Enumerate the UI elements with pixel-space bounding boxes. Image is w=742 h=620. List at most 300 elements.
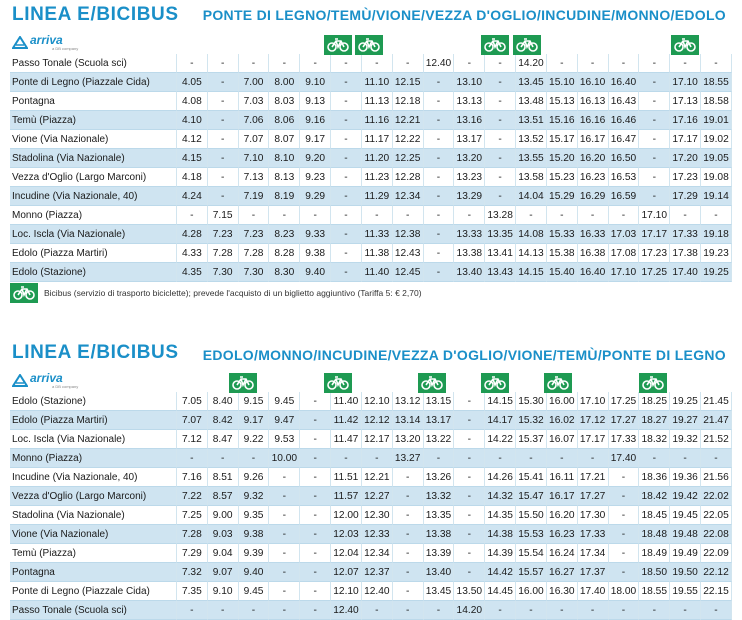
departure-time: 17.34 bbox=[578, 544, 609, 563]
departure-time: 18.45 bbox=[639, 506, 670, 525]
departure-time: - bbox=[331, 92, 362, 111]
departure-time: - bbox=[424, 130, 455, 149]
departure-time: 21.47 bbox=[701, 411, 732, 430]
departure-time: 9.45 bbox=[239, 582, 270, 601]
departure-time: 22.08 bbox=[701, 525, 732, 544]
section-header bbox=[10, 342, 732, 392]
departure-time: 15.37 bbox=[516, 430, 547, 449]
departure-time: 19.50 bbox=[670, 563, 701, 582]
departure-time: 12.03 bbox=[331, 525, 362, 544]
departure-time: - bbox=[609, 525, 640, 544]
departure-time: - bbox=[331, 149, 362, 168]
departure-time: - bbox=[547, 449, 578, 468]
departure-time: 22.12 bbox=[701, 563, 732, 582]
departure-time: - bbox=[208, 149, 239, 168]
station-name: Edolo (Stazione) bbox=[10, 263, 177, 282]
departure-time: 12.30 bbox=[362, 506, 393, 525]
table-row bbox=[10, 411, 732, 430]
station-name: Temù (Piazza) bbox=[10, 544, 177, 563]
logo-sub: a DB company bbox=[52, 46, 79, 51]
station-name: Edolo (Piazza Martiri) bbox=[10, 244, 177, 263]
departure-time: 16.23 bbox=[578, 168, 609, 187]
departure-time: 15.40 bbox=[547, 263, 578, 282]
departure-time: 14.39 bbox=[485, 544, 516, 563]
departure-time: 7.23 bbox=[208, 225, 239, 244]
departure-time: 8.07 bbox=[269, 130, 300, 149]
departure-time: 13.22 bbox=[424, 430, 455, 449]
departure-time: 12.10 bbox=[362, 392, 393, 411]
departure-time: - bbox=[300, 449, 331, 468]
departure-time: 13.38 bbox=[424, 525, 455, 544]
departure-time: 7.03 bbox=[239, 92, 270, 111]
departure-time: 7.22 bbox=[177, 487, 208, 506]
departure-time: 14.42 bbox=[485, 563, 516, 582]
station-name: Vione (Via Nazionale) bbox=[10, 525, 177, 544]
departure-time: 9.13 bbox=[300, 92, 331, 111]
departure-time: - bbox=[331, 130, 362, 149]
departure-time: 15.30 bbox=[516, 392, 547, 411]
departure-time: 22.02 bbox=[701, 487, 732, 506]
departure-time: 11.29 bbox=[362, 187, 393, 206]
departure-time: 17.23 bbox=[639, 244, 670, 263]
departure-time: - bbox=[639, 130, 670, 149]
departure-time: 8.10 bbox=[269, 149, 300, 168]
departure-time: 16.43 bbox=[609, 92, 640, 111]
departure-time: 7.07 bbox=[239, 130, 270, 149]
departure-time: 9.39 bbox=[239, 544, 270, 563]
departure-time: 12.21 bbox=[393, 111, 424, 130]
departure-time: 11.20 bbox=[362, 149, 393, 168]
bicycle-icon bbox=[229, 373, 257, 393]
departure-time: - bbox=[454, 430, 485, 449]
table-row bbox=[10, 73, 732, 92]
departure-time: 11.40 bbox=[331, 392, 362, 411]
departure-time: - bbox=[547, 206, 578, 225]
departure-time: 15.41 bbox=[516, 468, 547, 487]
departure-time: 12.22 bbox=[393, 130, 424, 149]
departure-time: 12.07 bbox=[331, 563, 362, 582]
departure-time: - bbox=[331, 263, 362, 282]
departure-time: - bbox=[300, 54, 331, 73]
bicycle-icon bbox=[544, 373, 572, 393]
departure-time: 16.38 bbox=[578, 244, 609, 263]
departure-time: - bbox=[485, 187, 516, 206]
departure-time: - bbox=[609, 54, 640, 73]
departure-time: 19.05 bbox=[701, 149, 732, 168]
departure-time: 7.35 bbox=[177, 582, 208, 601]
departure-time: - bbox=[609, 506, 640, 525]
departure-time: 17.08 bbox=[609, 244, 640, 263]
departure-time: 14.13 bbox=[516, 244, 547, 263]
station-name: Vione (Via Nazionale) bbox=[10, 130, 177, 149]
departure-time: 19.45 bbox=[670, 506, 701, 525]
departure-time: 12.43 bbox=[393, 244, 424, 263]
departure-time: 15.50 bbox=[516, 506, 547, 525]
departure-time: 16.20 bbox=[547, 506, 578, 525]
departure-time: 11.13 bbox=[362, 92, 393, 111]
departure-time: 16.16 bbox=[578, 111, 609, 130]
departure-time: - bbox=[393, 582, 424, 601]
departure-time: 17.20 bbox=[670, 149, 701, 168]
departure-time: 19.25 bbox=[670, 392, 701, 411]
departure-time: 19.42 bbox=[670, 487, 701, 506]
departure-time: - bbox=[331, 225, 362, 244]
departure-time: - bbox=[609, 487, 640, 506]
logo-sub: a DB company bbox=[52, 384, 79, 389]
departure-time: - bbox=[454, 54, 485, 73]
departure-time: 7.29 bbox=[177, 544, 208, 563]
departure-time: - bbox=[208, 54, 239, 73]
table-row bbox=[10, 506, 732, 525]
departure-time: 8.19 bbox=[269, 187, 300, 206]
departure-time: 9.16 bbox=[300, 111, 331, 130]
station-name: Vezza d'Oglio (Largo Marconi) bbox=[10, 168, 177, 187]
departure-time: - bbox=[485, 130, 516, 149]
departure-time: 14.20 bbox=[516, 54, 547, 73]
departure-time: 12.15 bbox=[393, 73, 424, 92]
departure-time: 13.43 bbox=[485, 263, 516, 282]
departure-time: - bbox=[269, 525, 300, 544]
departure-time: 18.48 bbox=[639, 525, 670, 544]
departure-time: 13.23 bbox=[454, 168, 485, 187]
table-row bbox=[10, 487, 732, 506]
departure-time: 22.15 bbox=[701, 582, 732, 601]
departure-time: 4.24 bbox=[177, 187, 208, 206]
departure-time: - bbox=[300, 506, 331, 525]
departure-time: 15.38 bbox=[547, 244, 578, 263]
station-name: Ponte di Legno (Piazzale Cida) bbox=[10, 73, 177, 92]
timetable-2 bbox=[10, 392, 732, 620]
bicycle-icon bbox=[481, 35, 509, 55]
arriva-logo-icon bbox=[12, 36, 28, 50]
departure-time: 16.27 bbox=[547, 563, 578, 582]
departure-time: 9.29 bbox=[300, 187, 331, 206]
departure-time: - bbox=[424, 73, 455, 92]
section-header bbox=[10, 4, 732, 54]
departure-time: 4.18 bbox=[177, 168, 208, 187]
timetable-section-1 bbox=[10, 4, 732, 282]
departure-time: 19.32 bbox=[670, 430, 701, 449]
departure-time: - bbox=[239, 206, 270, 225]
departure-time: - bbox=[701, 449, 732, 468]
departure-time: - bbox=[670, 449, 701, 468]
departure-time: - bbox=[269, 544, 300, 563]
departure-time: 14.26 bbox=[485, 468, 516, 487]
departure-time: 9.40 bbox=[239, 563, 270, 582]
departure-time: 19.55 bbox=[670, 582, 701, 601]
departure-time: 19.18 bbox=[701, 225, 732, 244]
departure-time: 13.15 bbox=[424, 392, 455, 411]
departure-time: 8.06 bbox=[269, 111, 300, 130]
departure-time: 17.10 bbox=[609, 263, 640, 282]
departure-time: 16.10 bbox=[578, 73, 609, 92]
bicycle-icon bbox=[671, 35, 699, 55]
departure-time: 15.23 bbox=[547, 168, 578, 187]
departure-time: 13.41 bbox=[485, 244, 516, 263]
departure-time: 11.16 bbox=[362, 111, 393, 130]
departure-time: - bbox=[269, 506, 300, 525]
departure-time: - bbox=[701, 601, 732, 620]
departure-time: - bbox=[578, 206, 609, 225]
departure-time: 13.45 bbox=[516, 73, 547, 92]
departure-time: - bbox=[393, 487, 424, 506]
departure-time: 9.35 bbox=[239, 506, 270, 525]
departure-time: 15.10 bbox=[547, 73, 578, 92]
departure-time: 13.26 bbox=[424, 468, 455, 487]
departure-time: 16.59 bbox=[609, 187, 640, 206]
departure-time: 17.40 bbox=[609, 449, 640, 468]
departure-time: - bbox=[516, 206, 547, 225]
departure-time: - bbox=[454, 506, 485, 525]
departure-time: 19.02 bbox=[701, 130, 732, 149]
departure-time: - bbox=[670, 206, 701, 225]
departure-time: - bbox=[177, 54, 208, 73]
station-name: Stadolina (Via Nazionale) bbox=[10, 149, 177, 168]
departure-time: 16.30 bbox=[547, 582, 578, 601]
table-row bbox=[10, 92, 732, 111]
departure-time: 9.32 bbox=[239, 487, 270, 506]
station-name: Pontagna bbox=[10, 563, 177, 582]
departure-time: 7.00 bbox=[239, 73, 270, 92]
station-name: Temù (Piazza) bbox=[10, 111, 177, 130]
departure-time: 11.10 bbox=[362, 73, 393, 92]
departure-time: - bbox=[485, 111, 516, 130]
departure-time: 7.06 bbox=[239, 111, 270, 130]
departure-time: 12.34 bbox=[362, 544, 393, 563]
departure-time: 9.15 bbox=[239, 392, 270, 411]
departure-time: - bbox=[516, 449, 547, 468]
departure-time: - bbox=[485, 149, 516, 168]
departure-time: 11.38 bbox=[362, 244, 393, 263]
departure-time: 4.35 bbox=[177, 263, 208, 282]
bicycle-icon bbox=[10, 283, 38, 303]
table-row bbox=[10, 525, 732, 544]
departure-time: 16.17 bbox=[547, 487, 578, 506]
departure-time: - bbox=[300, 544, 331, 563]
departure-time: 12.45 bbox=[393, 263, 424, 282]
departure-time: 15.47 bbox=[516, 487, 547, 506]
departure-time: - bbox=[424, 601, 455, 620]
departure-time: - bbox=[454, 468, 485, 487]
departure-time: 12.00 bbox=[331, 506, 362, 525]
departure-time: - bbox=[578, 601, 609, 620]
departure-time: 19.14 bbox=[701, 187, 732, 206]
departure-time: 8.28 bbox=[269, 244, 300, 263]
departure-time: - bbox=[701, 54, 732, 73]
departure-time: 12.18 bbox=[393, 92, 424, 111]
departure-time: - bbox=[393, 54, 424, 73]
departure-time: 17.10 bbox=[578, 392, 609, 411]
departure-time: 13.48 bbox=[516, 92, 547, 111]
departure-time: 4.12 bbox=[177, 130, 208, 149]
departure-time: 11.40 bbox=[362, 263, 393, 282]
logo-word: arriva bbox=[30, 371, 63, 385]
departure-time: 15.33 bbox=[547, 225, 578, 244]
departure-time: 12.40 bbox=[362, 582, 393, 601]
departure-time: 17.33 bbox=[609, 430, 640, 449]
departure-time: 17.13 bbox=[670, 92, 701, 111]
departure-time: 13.17 bbox=[454, 130, 485, 149]
departure-time: - bbox=[424, 449, 455, 468]
departure-time: 19.08 bbox=[701, 168, 732, 187]
departure-time: 14.17 bbox=[485, 411, 516, 430]
departure-time: 17.30 bbox=[578, 506, 609, 525]
table-row bbox=[10, 244, 732, 263]
departure-time: - bbox=[239, 601, 270, 620]
departure-time: 18.49 bbox=[639, 544, 670, 563]
departure-time: 17.10 bbox=[639, 206, 670, 225]
departure-time: 12.40 bbox=[331, 601, 362, 620]
departure-time: - bbox=[393, 468, 424, 487]
departure-time: 9.53 bbox=[269, 430, 300, 449]
departure-time: 7.28 bbox=[177, 525, 208, 544]
departure-time: 7.15 bbox=[208, 206, 239, 225]
departure-time: - bbox=[670, 54, 701, 73]
departure-time: 21.52 bbox=[701, 430, 732, 449]
departure-time: 15.57 bbox=[516, 563, 547, 582]
departure-time: 8.03 bbox=[269, 92, 300, 111]
bicycle-icon bbox=[639, 373, 667, 393]
station-name: Passo Tonale (Scuola sci) bbox=[10, 54, 177, 73]
departure-time: 12.04 bbox=[331, 544, 362, 563]
departure-time: 9.20 bbox=[300, 149, 331, 168]
departure-time: 8.23 bbox=[269, 225, 300, 244]
table-row bbox=[10, 468, 732, 487]
departure-time: 17.17 bbox=[578, 430, 609, 449]
bicycle-icon bbox=[324, 373, 352, 393]
departure-time: 13.28 bbox=[485, 206, 516, 225]
departure-time: 14.15 bbox=[485, 392, 516, 411]
departure-time: - bbox=[331, 111, 362, 130]
departure-time: 21.56 bbox=[701, 468, 732, 487]
departure-time: 11.42 bbox=[331, 411, 362, 430]
departure-time: 17.21 bbox=[578, 468, 609, 487]
departure-time: 13.39 bbox=[424, 544, 455, 563]
departure-time: - bbox=[454, 544, 485, 563]
station-name: Loc. Iscla (Via Nazionale) bbox=[10, 225, 177, 244]
departure-time: - bbox=[239, 449, 270, 468]
departure-time: 13.16 bbox=[454, 111, 485, 130]
departure-time: 18.32 bbox=[639, 430, 670, 449]
departure-time: 14.35 bbox=[485, 506, 516, 525]
departure-time: 15.13 bbox=[547, 92, 578, 111]
departure-time: 4.28 bbox=[177, 225, 208, 244]
departure-time: - bbox=[639, 187, 670, 206]
departure-time: 9.00 bbox=[208, 506, 239, 525]
departure-time: - bbox=[208, 92, 239, 111]
departure-time: - bbox=[393, 601, 424, 620]
departure-time: 17.33 bbox=[578, 525, 609, 544]
departure-time: 12.27 bbox=[362, 487, 393, 506]
departure-time: 4.05 bbox=[177, 73, 208, 92]
departure-time: - bbox=[454, 563, 485, 582]
departure-time: 18.55 bbox=[639, 582, 670, 601]
departure-time: 13.35 bbox=[424, 506, 455, 525]
departure-time: 13.32 bbox=[424, 487, 455, 506]
departure-time: 19.48 bbox=[670, 525, 701, 544]
departure-time: 13.20 bbox=[454, 149, 485, 168]
departure-time: - bbox=[269, 487, 300, 506]
table-row bbox=[10, 111, 732, 130]
departure-time: - bbox=[424, 187, 455, 206]
departure-time: 19.36 bbox=[670, 468, 701, 487]
departure-time: 17.37 bbox=[578, 563, 609, 582]
station-name: Stadolina (Via Nazionale) bbox=[10, 506, 177, 525]
departure-time: - bbox=[578, 449, 609, 468]
departure-time: - bbox=[424, 111, 455, 130]
departure-time: 15.53 bbox=[516, 525, 547, 544]
departure-time: - bbox=[701, 206, 732, 225]
departure-time: 19.27 bbox=[670, 411, 701, 430]
departure-time: 14.38 bbox=[485, 525, 516, 544]
departure-time: - bbox=[331, 244, 362, 263]
station-name: Ponte di Legno (Piazzale Cida) bbox=[10, 582, 177, 601]
departure-time: 22.05 bbox=[701, 506, 732, 525]
departure-time: - bbox=[269, 563, 300, 582]
departure-time: 17.40 bbox=[578, 582, 609, 601]
station-name: Pontagna bbox=[10, 92, 177, 111]
departure-time: 16.11 bbox=[547, 468, 578, 487]
departure-time: 16.53 bbox=[609, 168, 640, 187]
departure-time: 15.32 bbox=[516, 411, 547, 430]
departure-time: - bbox=[208, 601, 239, 620]
table-row bbox=[10, 225, 732, 244]
departure-time: 7.25 bbox=[177, 506, 208, 525]
departure-time: 13.45 bbox=[424, 582, 455, 601]
departure-time: - bbox=[454, 411, 485, 430]
logo-word: arriva bbox=[30, 33, 63, 47]
departure-time: 4.33 bbox=[177, 244, 208, 263]
departure-time: 15.17 bbox=[547, 130, 578, 149]
departure-time: 9.26 bbox=[239, 468, 270, 487]
table-row bbox=[10, 130, 732, 149]
departure-time: - bbox=[609, 601, 640, 620]
departure-time: - bbox=[639, 92, 670, 111]
departure-time: - bbox=[331, 73, 362, 92]
departure-time: 16.13 bbox=[578, 92, 609, 111]
departure-time: - bbox=[639, 73, 670, 92]
departure-time: 17.25 bbox=[609, 392, 640, 411]
table-row bbox=[10, 149, 732, 168]
departure-time: - bbox=[331, 168, 362, 187]
timetable-section-2 bbox=[10, 342, 732, 620]
departure-time: 13.14 bbox=[393, 411, 424, 430]
departure-time: - bbox=[331, 449, 362, 468]
departure-time: 19.49 bbox=[670, 544, 701, 563]
departure-time: - bbox=[269, 582, 300, 601]
departure-time: 9.33 bbox=[300, 225, 331, 244]
departure-time: 7.05 bbox=[177, 392, 208, 411]
departure-time: 16.23 bbox=[547, 525, 578, 544]
departure-time: - bbox=[547, 601, 578, 620]
departure-time: 12.21 bbox=[362, 468, 393, 487]
departure-time: 13.27 bbox=[393, 449, 424, 468]
departure-time: 12.28 bbox=[393, 168, 424, 187]
departure-time: - bbox=[239, 54, 270, 73]
departure-time: 16.17 bbox=[578, 130, 609, 149]
departure-time: 8.47 bbox=[208, 430, 239, 449]
departure-time: 12.10 bbox=[331, 582, 362, 601]
departure-time: - bbox=[300, 487, 331, 506]
departure-time: - bbox=[331, 206, 362, 225]
bicycle-icon bbox=[418, 373, 446, 393]
departure-time: 16.40 bbox=[609, 73, 640, 92]
arriva-logo bbox=[12, 372, 82, 390]
departure-time: - bbox=[639, 601, 670, 620]
departure-time: 17.23 bbox=[670, 168, 701, 187]
departure-time: 13.40 bbox=[424, 563, 455, 582]
departure-time: 17.33 bbox=[670, 225, 701, 244]
